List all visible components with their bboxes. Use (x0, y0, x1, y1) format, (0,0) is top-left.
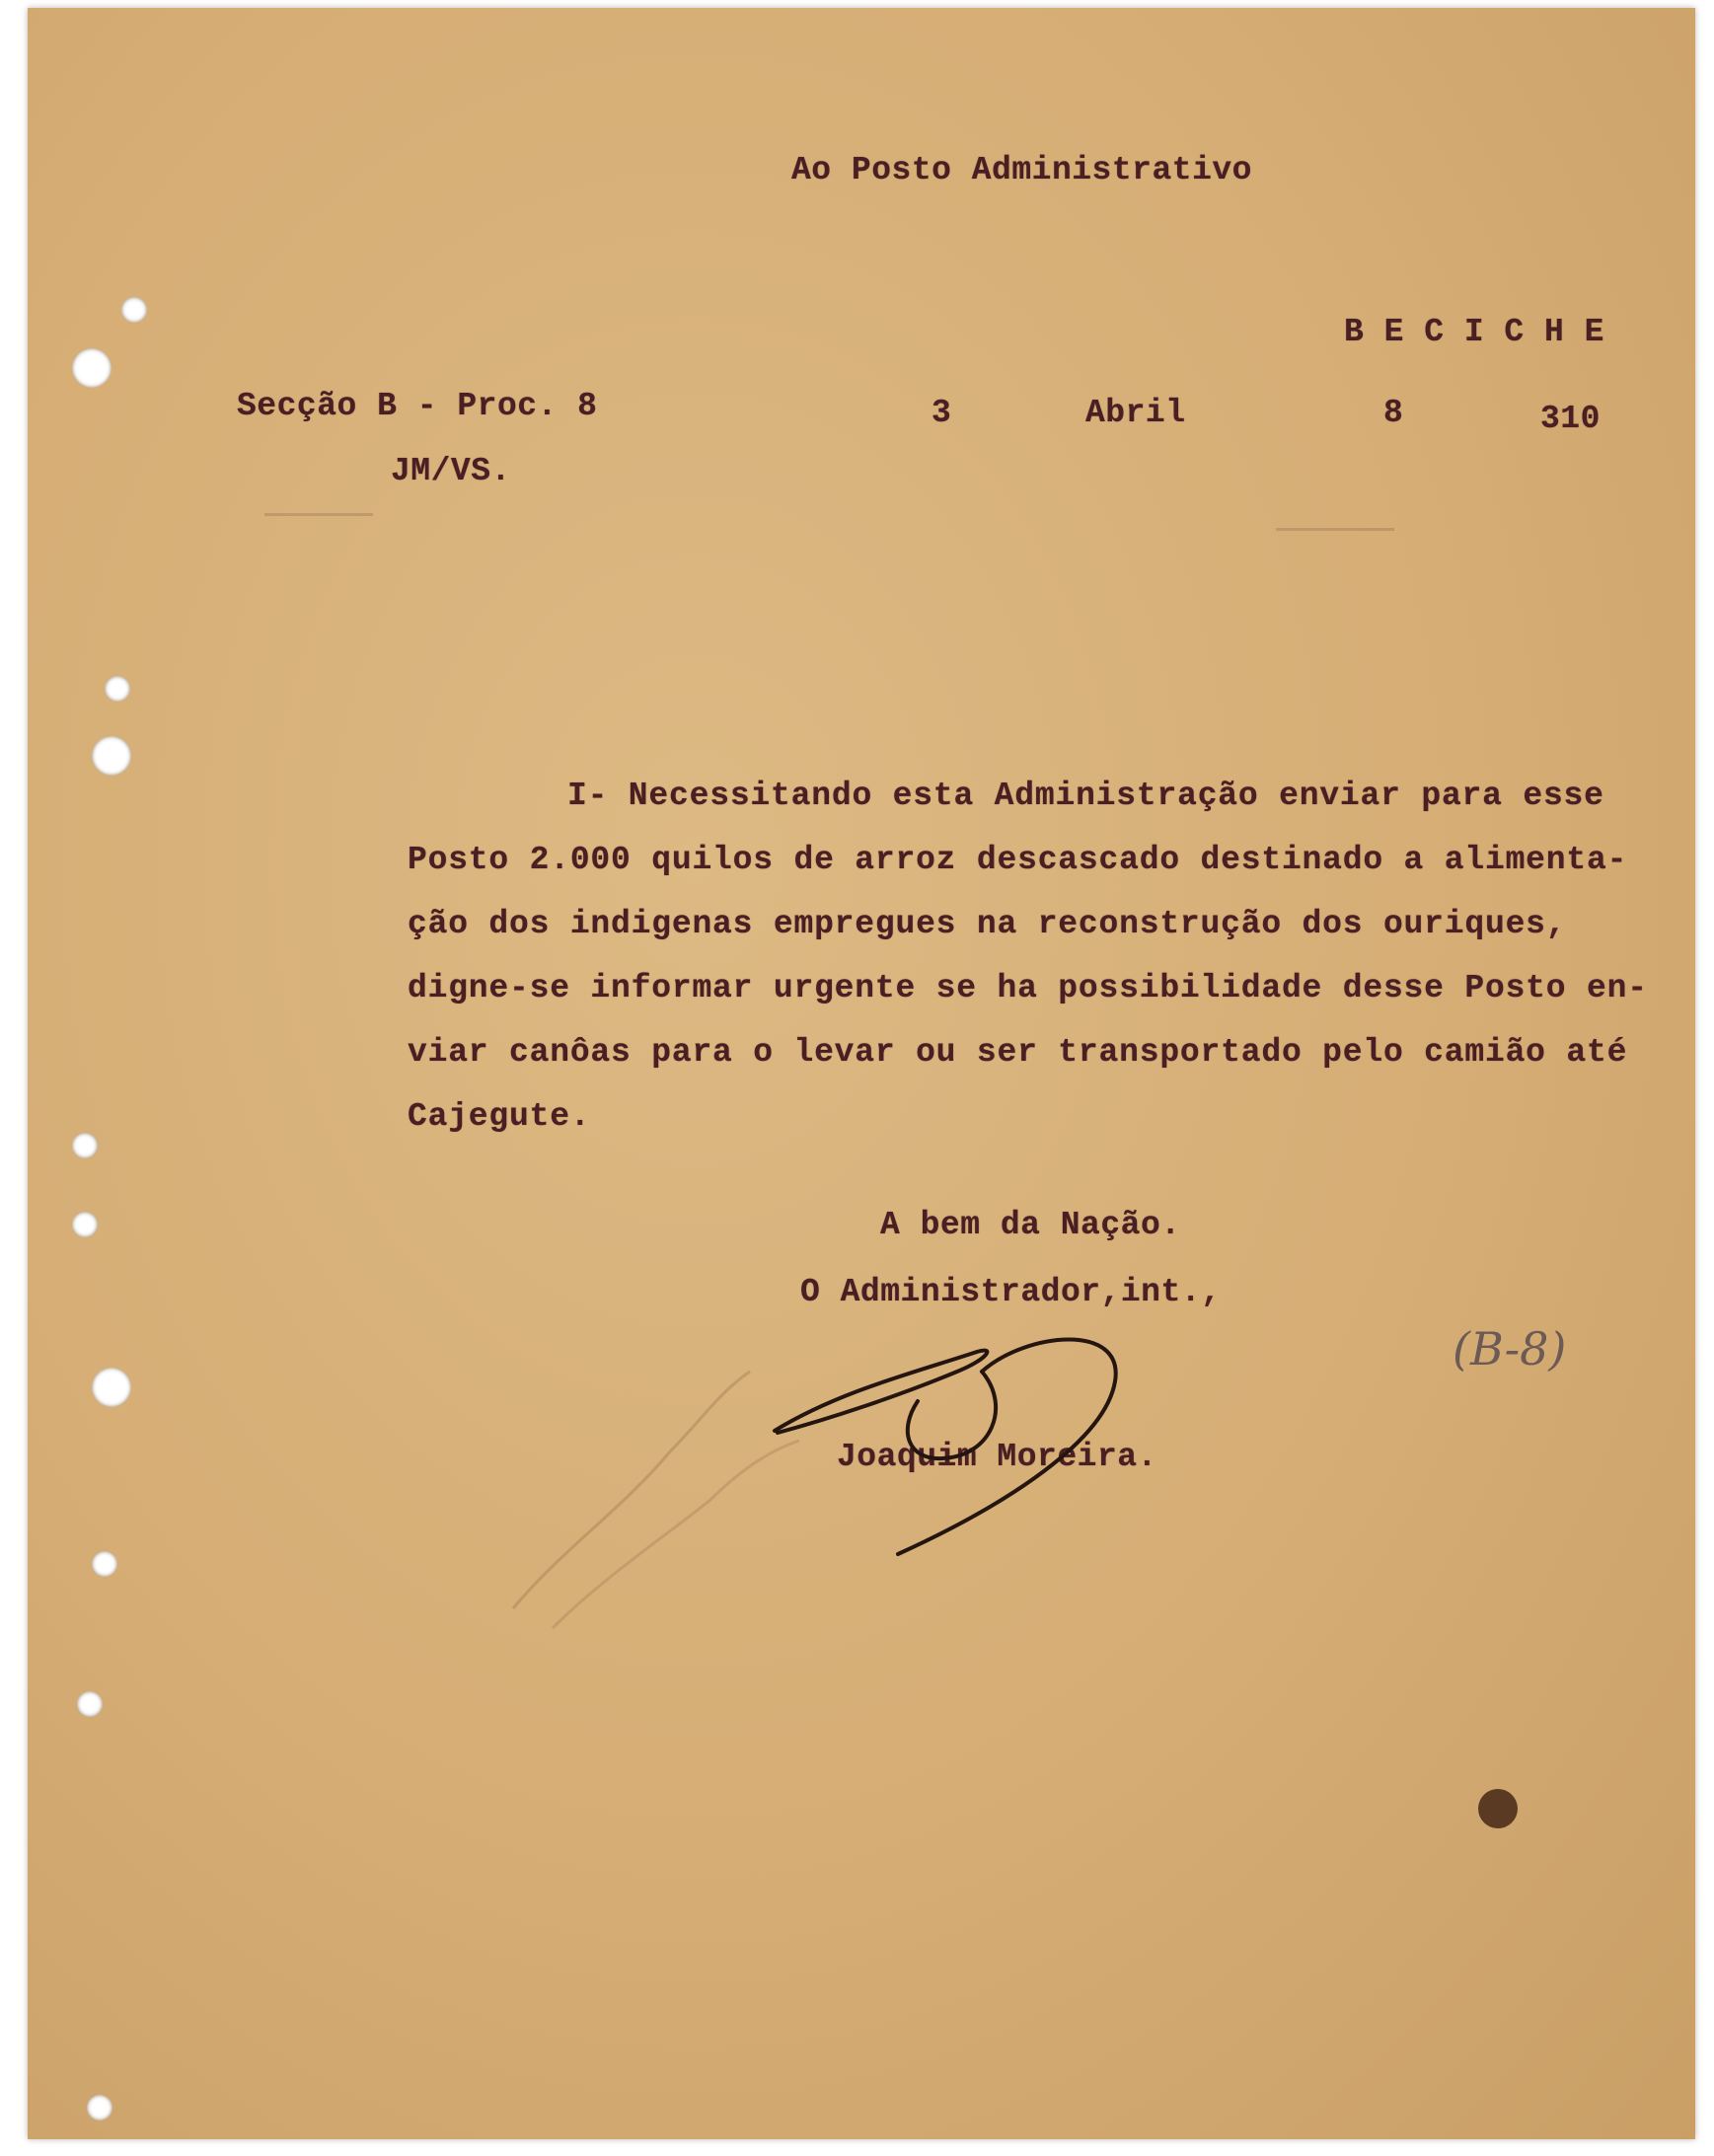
body-line: Posto 2.000 quilos de arroz descascado destinado a alimenta- (408, 842, 1628, 878)
body-line: viar canôas para o levar ou ser transportado pelo camião até (408, 1034, 1628, 1071)
pencil-note-text: B-8 (1469, 1322, 1549, 1375)
faint-mark (1276, 528, 1394, 531)
date-number: 8 (1383, 395, 1404, 431)
punch-hole (121, 297, 147, 323)
signatory-title: O Administrador,int., (800, 1274, 1222, 1310)
reference-number: Secção B - Proc. 8 (237, 388, 598, 424)
date-code: 310 (1540, 401, 1601, 437)
date-month: Abril (1085, 395, 1186, 431)
punch-hole (77, 1691, 103, 1717)
punch-hole (72, 1133, 98, 1158)
punch-hole (87, 2095, 112, 2120)
place-name: B E C I C H E (1344, 314, 1604, 350)
punch-hole (92, 1551, 117, 1577)
addressee: Ao Posto Administrativo (791, 152, 1252, 188)
ink-stain (1478, 1789, 1518, 1828)
body-line: Cajegute. (408, 1098, 591, 1135)
date-day: 3 (932, 395, 952, 431)
signatory-name: Joaquim Moreira. (837, 1439, 1157, 1475)
pencil-scribble (474, 1332, 829, 1648)
initials: JM/VS. (391, 453, 511, 489)
punch-hole (92, 1368, 131, 1407)
body-line: I- Necessitando esta Administração enviar para esse (567, 778, 1604, 814)
punch-hole (72, 348, 112, 388)
punch-hole (105, 676, 130, 702)
body-line: digne-se informar urgente se ha possibilidade desse Posto en- (408, 970, 1648, 1006)
punch-hole (72, 1212, 98, 1237)
closing: A bem da Nação. (880, 1207, 1181, 1243)
pencil-note: (B-8) (1453, 1322, 1567, 1375)
punch-hole (92, 736, 131, 776)
body-line: ção dos indigenas empregues na reconstrução dos ouriques, (408, 906, 1567, 942)
faint-mark (264, 513, 373, 516)
